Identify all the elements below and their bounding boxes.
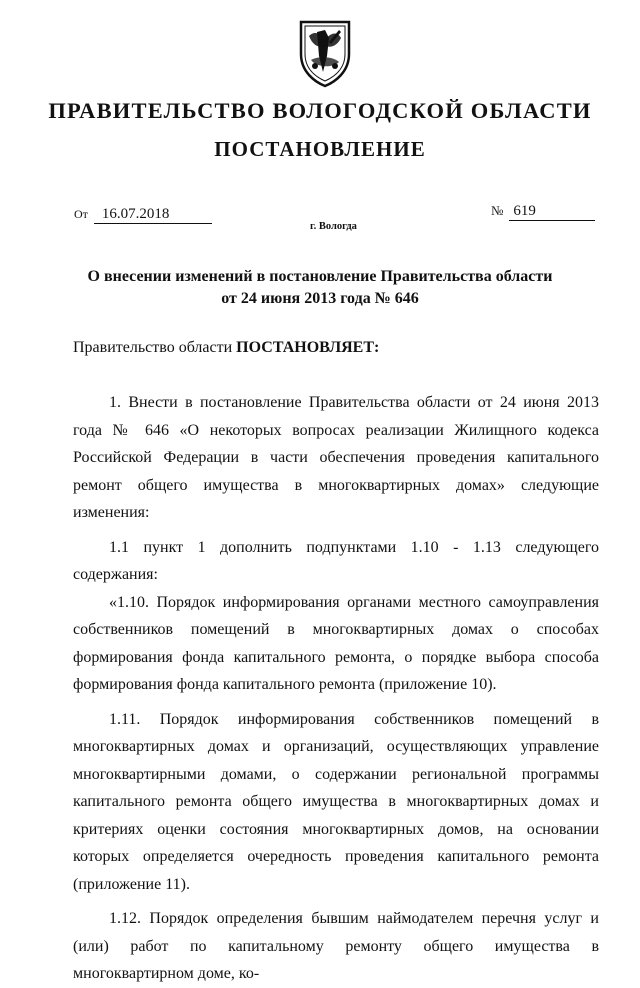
vologda-coat-of-arms-icon — [295, 16, 355, 88]
date-label: От — [74, 207, 88, 221]
preamble — [73, 339, 379, 357]
document-type-title: ПОСТАНОВЛЕНИЕ — [214, 137, 426, 161]
paragraph: 1.1 пункт 1 дополнить подпунктами 1.10 - 1.13 следующего содержания: — [73, 538, 599, 583]
paragraph: 1.12. Порядок определения бывшим наймодателем перечня услуг и (или) работ по капитальному ремонту общего имущества в многоквартирном доме, ко- — [73, 910, 599, 982]
paragraph: 1. Внести в постановление Правительства области от 24 июня 2013 года № 646 «О некоторых вопросах реализации Жилищного кодекса Российской Федерации в части обеспечения проведения капитального ремонт общего имущества в многоквартирных домах» следующие изменения: — [73, 394, 599, 521]
paragraph: «1.10. Порядок информирования органами местного самоуправления собственников помещений в многоквартирных домах о способах формирования фонда капитального ремонта, о порядке выбора способа формирования фонда капитального ремонта (приложение 10). — [73, 593, 599, 693]
document-subject — [0, 266, 640, 310]
government-title: ПРАВИТЕЛЬСТВО ВОЛОГОДСКОЙ ОБЛАСТИ — [48, 98, 592, 123]
document-number — [491, 203, 595, 221]
city-label: г. Вологда — [310, 221, 357, 232]
number-label: № — [491, 203, 504, 218]
document-body — [73, 389, 599, 988]
subject-line-1: О внесении изменений в постановление Правительства области — [87, 268, 553, 285]
subject-line-2: от 24 июня 2013 года № 646 — [221, 290, 419, 307]
paragraph: 1.11. Порядок информирования собственников помещений в многоквартирных домах и организаций, осуществляющих управление многоквартирными домами, о содержании региональной программы капитального ремонта общего имущества в многоквартирных домах и критериях оценки состояния многоквартирных домов, на основании которых определяется очередность проведения капитального ремонта (приложение 11). — [73, 710, 599, 893]
preamble-emphasis: ПОСТАНОВЛЯЕТ: — [236, 339, 380, 356]
preamble-text: Правительство области — [73, 339, 237, 356]
date-value: 16.07.2018 — [94, 206, 212, 224]
number-value: 619 — [509, 203, 595, 221]
document-date — [74, 206, 212, 224]
